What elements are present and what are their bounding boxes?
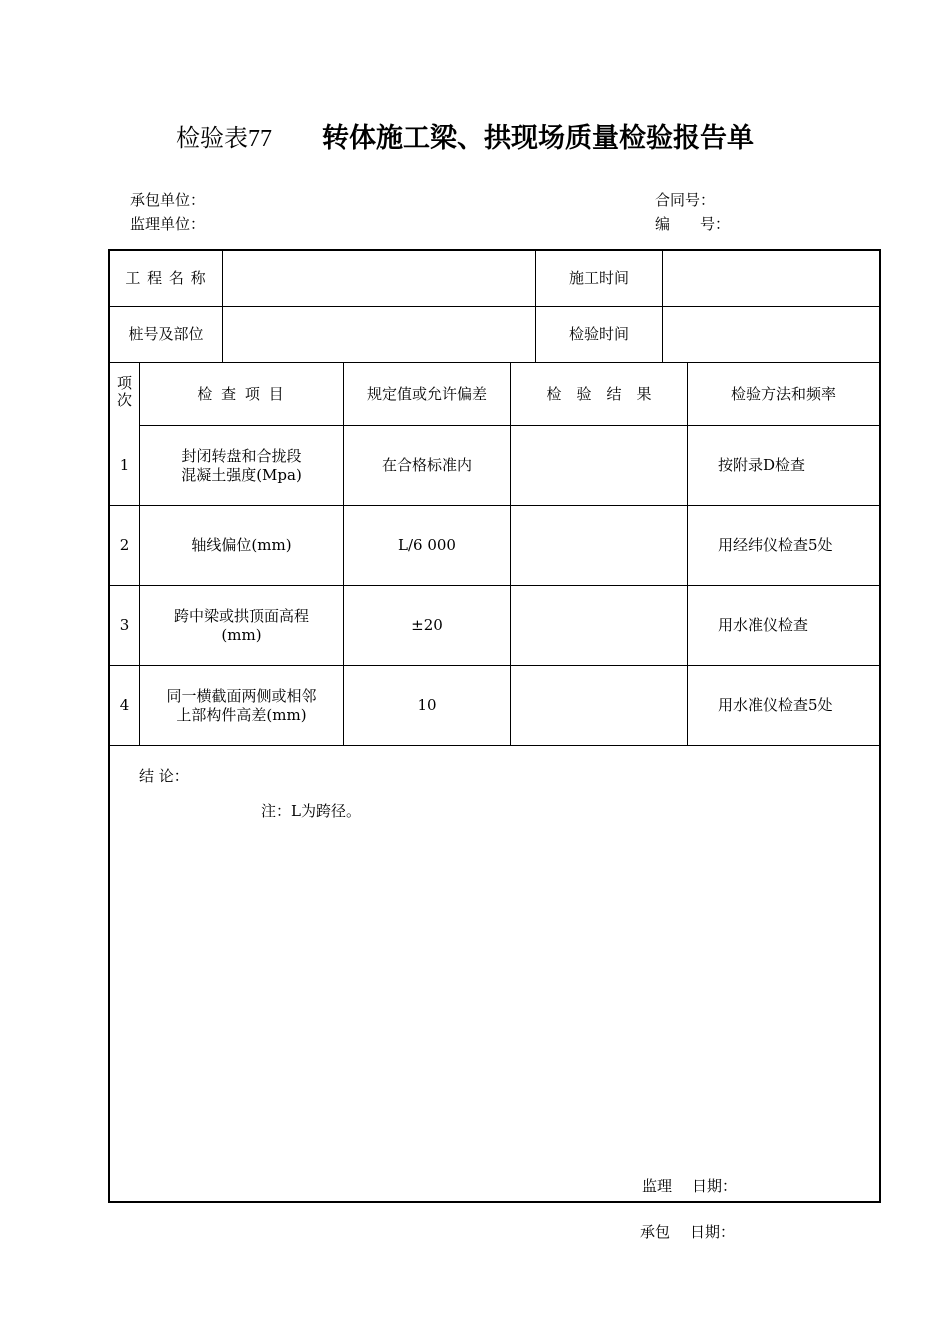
project-name-label: 工 程 名 称 xyxy=(125,269,207,287)
inspection-time-label: 检验时间 xyxy=(568,325,629,343)
construction-time-label: 施工时间 xyxy=(568,269,629,287)
row-3-item xyxy=(140,586,343,665)
row-3-result[interactable] xyxy=(511,586,687,665)
row-1-method: 按附录D检查 xyxy=(718,456,806,474)
row-3-no: 3 xyxy=(119,616,130,634)
contract-no-label: 合同号： xyxy=(655,191,716,209)
row-1-spec: 在合格标准内 xyxy=(381,456,472,474)
row-2-result[interactable] xyxy=(511,506,687,585)
row-4-method: 用水准仪检查5处 xyxy=(718,696,833,714)
row-4-no: 4 xyxy=(119,696,130,714)
contractor-signature-label: 承包 xyxy=(640,1223,671,1241)
row-3-item-line2: (mm) xyxy=(221,625,262,644)
page-title: 转体施工梁、拱现场质量检验报告单 xyxy=(322,123,754,154)
col-header-item: 检 查 项 目 xyxy=(197,384,286,403)
row-4-result[interactable] xyxy=(511,666,687,745)
supervisor-signature-label: 监理 xyxy=(642,1177,673,1195)
supervisor-date-label: 日期： xyxy=(692,1177,738,1195)
row-1-result[interactable] xyxy=(511,426,687,505)
row-1-item-line2: 混凝土强度(Mpa) xyxy=(181,465,302,484)
row-1-no: 1 xyxy=(119,456,130,474)
station-label: 桩号及部位 xyxy=(128,325,204,343)
contractor-label: 承包单位： xyxy=(130,191,206,209)
col-header-no-text: 项次 xyxy=(116,374,132,409)
row-3-item-line1: 跨中梁或拱顶面高程 xyxy=(173,606,309,625)
col-header-result: 检 验 结 果 xyxy=(546,384,652,403)
serial-no-label: 编 号： xyxy=(655,215,731,233)
row-2-item-line1: 轴线偏位(mm) xyxy=(191,536,292,554)
form-number: 检验表77 xyxy=(176,126,272,152)
col-header-no xyxy=(110,363,139,425)
row-4-item-line1: 同一横截面两侧或相邻 xyxy=(166,686,317,705)
contractor-date-label: 日期： xyxy=(690,1223,736,1241)
row-4-item-line2: 上部构件高差(mm) xyxy=(176,705,307,724)
supervisor-label: 监理单位： xyxy=(130,215,206,233)
inspection-time-field[interactable] xyxy=(663,307,879,362)
row-1-item xyxy=(140,426,343,505)
conclusion-note: 注：L为跨径。 xyxy=(261,802,361,820)
row-2-spec: L/6 000 xyxy=(398,536,456,554)
construction-time-field[interactable] xyxy=(663,251,879,306)
row-2-item xyxy=(140,506,343,585)
station-field[interactable] xyxy=(223,307,535,362)
row-3-spec: ±20 xyxy=(411,616,443,634)
project-name-field[interactable] xyxy=(223,251,535,306)
col-header-method: 检验方法和频率 xyxy=(730,384,836,403)
row-3-method: 用水准仪检查 xyxy=(718,616,809,634)
row-2-no: 2 xyxy=(119,536,130,554)
col-header-spec: 规定值或允许偏差 xyxy=(366,384,487,403)
row-divider xyxy=(110,745,879,746)
inspection-table xyxy=(108,249,881,1203)
conclusion-label: 结 论： xyxy=(139,767,189,785)
row-4-item xyxy=(140,666,343,745)
row-4-spec: 10 xyxy=(417,696,437,714)
row-1-item-line1: 封闭转盘和合拢段 xyxy=(181,446,302,465)
row-2-method: 用经纬仪检查5处 xyxy=(718,536,833,554)
